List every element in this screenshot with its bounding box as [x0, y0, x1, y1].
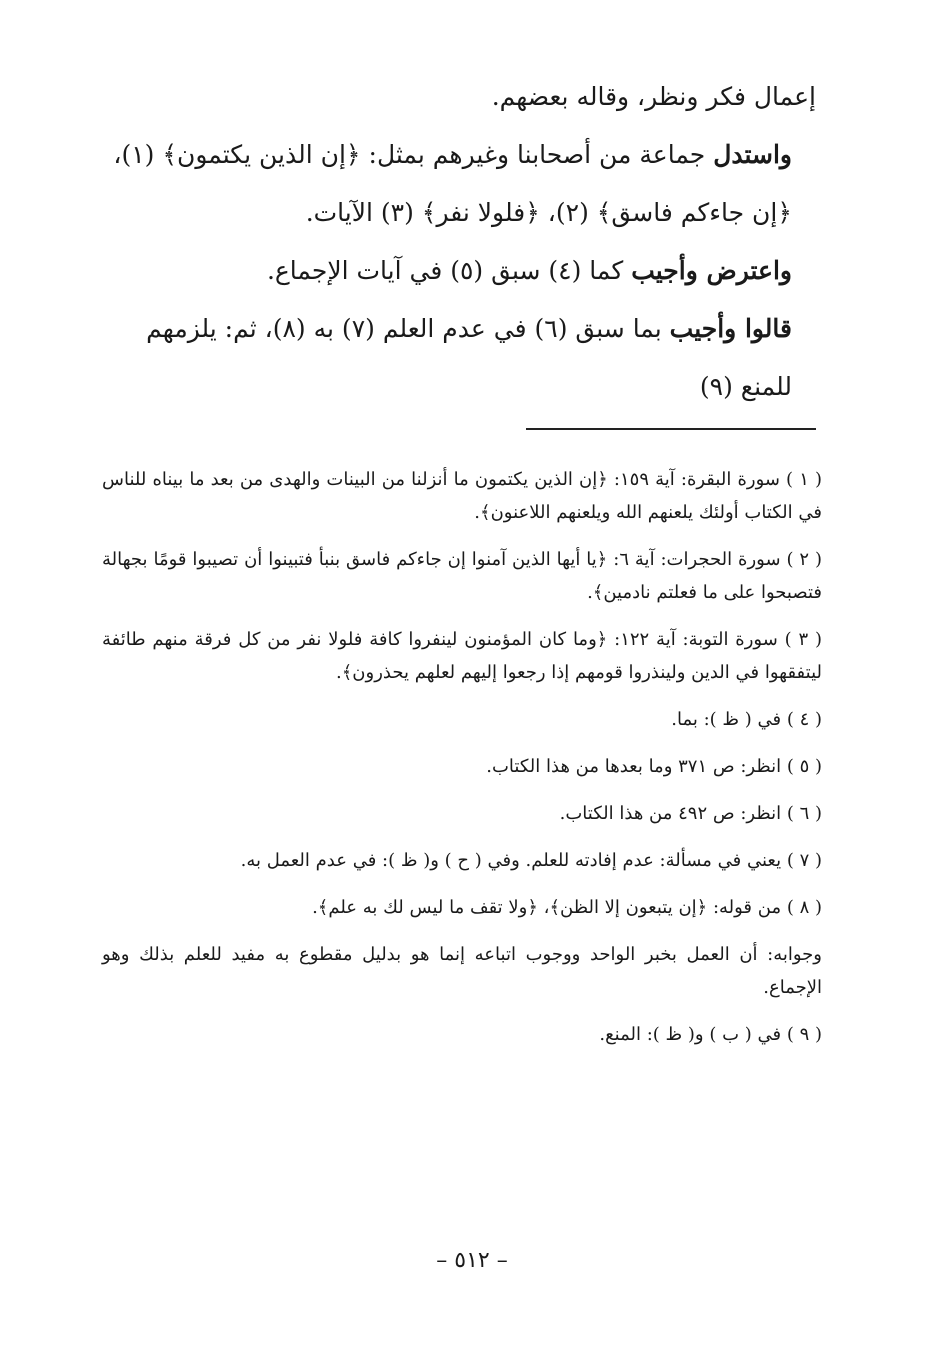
footnote-8: ( ٨ ) من قوله: ﴿إن يتبعون إلا الظن﴾، ﴿ولا تقف ما ليس لك به علم﴾.: [312, 897, 822, 918]
footnote-4: ( ٤ ) في ( ظ ): بما.: [671, 709, 822, 730]
main-text: [96, 68, 816, 416]
footnote-7: ( ٧ ) يعني في مسألة: عدم إفادته للعلم. وفي ( ح ) و( ظ ): في عدم العمل به.: [240, 850, 822, 871]
main-paragraph-iturida: [96, 242, 816, 300]
page-number: – ٥١٢ –: [436, 1248, 508, 1273]
main-paragraph-istadalla: [96, 126, 816, 242]
footnote-3: ( ٣ ) سورة التوبة: آية ١٢٢: ﴿وما كان المؤمنون لينفروا كافة فلولا نفر من كل فرقة منهم طائفة ليتفقهوا في الدين ولينذروا قومهم إذا رجعوا إليهم لعلهم يحذرون﴾.: [102, 629, 822, 683]
paragraph-iturida-text: كما (٤) سبق (٥) في آيات الإجماع.: [266, 256, 632, 285]
footnote-5: ( ٥ ) انظر: ص ٣٧١ وما بعدها من هذا الكتاب.: [486, 756, 822, 777]
main-paragraph-qalu: [96, 300, 816, 416]
footnote-2: ( ٢ ) سورة الحجرات: آية ٦: ﴿يا أيها الذين آمنوا إن جاءكم فاسق بنبأ فتبينوا أن تصيبوا قومًا بجهالة فتصبحوا على ما فعلتم نادمين﴾.: [102, 549, 823, 603]
main-line-1-text: إعمال فكر ونظر، وقاله بعضهم.: [491, 82, 816, 111]
keyword-qalu: قالوا وأجيب: [669, 314, 792, 343]
keyword-iturida: واعترض وأجيب: [631, 256, 792, 285]
footnotes: [102, 463, 822, 1065]
main-line-1: [96, 68, 816, 126]
footnote-1: ( ١ ) سورة البقرة: آية ١٥٩: ﴿إن الذين يكتمون ما أنزلنا من البينات والهدى من بعد ما بيناه للناس في الكتاب أولئك يلعنهم الله ويلعنهم اللاعنون﴾.: [102, 469, 822, 523]
footnote-6: ( ٦ ) انظر: ص ٤٩٢ من هذا الكتاب.: [559, 803, 822, 824]
paragraph-istadalla-text: جماعة من أصحابنا وغيرهم بمثل: ﴿إن الذين يكتمون﴾ (١)، ﴿إن جاءكم فاسق﴾ (٢)، ﴿فلولا نفر﴾ (٣) الآيات.: [113, 140, 792, 227]
footnote-9: ( ٩ ) في ( ب ) و( ظ ): المنع.: [599, 1024, 822, 1045]
paragraph-qalu-text: بما سبق (٦) في عدم العلم (٧) به (٨)، ثم: يلزمهم للمنع (٩): [146, 314, 792, 401]
footnote-divider: [526, 428, 816, 430]
footnote-8-continuation: وجوابه: أن العمل بخبر الواحد ووجوب اتباعه إنما هو بدليل مقطوع به مفيد للعلم بذلك وهو الإجماع.: [102, 944, 822, 998]
keyword-istadalla: واستدل: [713, 140, 792, 169]
